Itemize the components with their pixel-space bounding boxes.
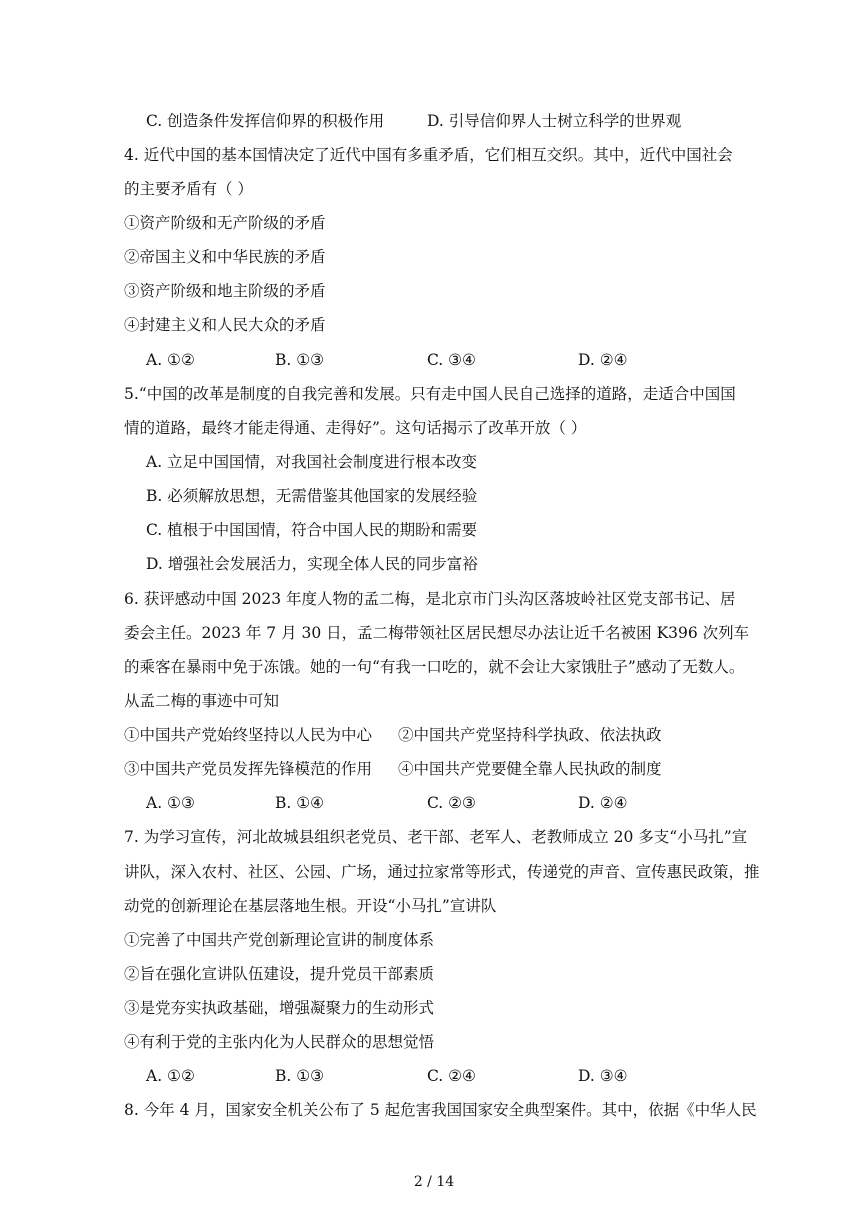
q7-choice-d: D. ③④ (578, 1067, 628, 1085)
q7-stem-line2: 讲队，深入农村、社区、公园、广场，通过拉家常等形式，传递党的声音、宣传惠民政策，推 (124, 863, 760, 881)
q6-choices (146, 793, 746, 813)
q4-stem-line1: 4. 近代中国的基本国情决定了近代中国有多重矛盾，它们相互交织。其中，近代中国社会 (124, 146, 733, 164)
q6-item-3: ③中国共产党员发挥先锋模范的作用 (124, 760, 373, 778)
q7-choice-a: A. ①② (146, 1067, 195, 1085)
q7-stem-line3: 动党的创新理论在基层落地生根。开设“小马扎”宣讲队 (124, 897, 497, 915)
q4-choices (146, 350, 746, 370)
q6-choice-c: C. ②③ (427, 794, 476, 812)
q5-choice-d: D. 增强社会发展活力，实现全体人民的同步富裕 (146, 555, 478, 573)
q6-choice-a: A. ①③ (146, 794, 195, 812)
q6-items-row2 (124, 759, 724, 779)
q6-choice-b: B. ①④ (275, 794, 325, 812)
q8-stem-line1: 8. 今年 4 月，国家安全机关公布了 5 起危害我国国家安全典型案件。其中，依据《中华人民 (124, 1101, 757, 1119)
q4-item-4: ④封建主义和人民大众的矛盾 (124, 316, 326, 334)
q6-stem-line3: 的乘客在暴雨中免于冻饿。她的一句“有我一口吃的，就不会让大家饿肚子”感动了无数人。 (124, 658, 745, 676)
q4-choice-a: A. ①② (146, 351, 195, 369)
q4-choice-c: C. ③④ (427, 351, 476, 369)
q3-options (146, 111, 746, 131)
page-number: 2 / 14 (413, 1174, 455, 1190)
q4-choice-b: B. ①③ (275, 351, 325, 369)
q7-choice-b: B. ①③ (275, 1067, 325, 1085)
q7-choices (146, 1066, 746, 1086)
q6-item-4: ④中国共产党要健全靠人民执政的制度 (398, 760, 662, 778)
q5-stem-line2: 情的道路，最终才能走得通、走得好”。这句话揭示了改革开放（ ） (124, 419, 587, 437)
q3-option-d: D. 引导信仰界人士树立科学的世界观 (427, 112, 682, 130)
q5-choice-a: A. 立足中国国情，对我国社会制度进行根本改变 (146, 453, 478, 471)
q4-choice-d: D. ②④ (578, 351, 628, 369)
q6-item-2: ②中国共产党坚持科学执政、依法执政 (398, 726, 662, 744)
q5-stem-line1: 5.“中国的改革是制度的自我完善和发展。只有走中国人民自己选择的道路，走适合中国国 (124, 385, 736, 403)
q7-item-1: ①完善了中国共产党创新理论宣讲的制度体系 (124, 931, 435, 949)
q6-stem-line1: 6. 获评感动中国 2023 年度人物的孟二梅，是北京市门头沟区落坡岭社区党支部书记、居 (124, 590, 736, 608)
q5-choice-b: B. 必须解放思想，无需借鉴其他国家的发展经验 (146, 487, 478, 505)
q7-choice-c: C. ②④ (427, 1067, 476, 1085)
q6-items-row1 (124, 725, 724, 745)
q7-stem-line1: 7. 为学习宣传，河北故城县组织老党员、老干部、老军人、老教师成立 20 多支“小马扎”宣 (124, 828, 748, 846)
q7-item-4: ④有利于党的主张内化为人民群众的思想觉悟 (124, 1033, 435, 1051)
q4-item-3: ③资产阶级和地主阶级的矛盾 (124, 282, 326, 300)
q6-stem-line2: 委会主任。2023 年 7 月 30 日，孟二梅带领社区居民想尽办法让近千名被困 K396 次列车 (124, 624, 750, 642)
q4-stem-line2: 的主要矛盾有（ ） (124, 180, 253, 198)
q4-item-2: ②帝国主义和中华民族的矛盾 (124, 248, 326, 266)
q6-choice-d: D. ②④ (578, 794, 628, 812)
q4-item-1: ①资产阶级和无产阶级的矛盾 (124, 214, 326, 232)
q6-stem-line4: 从孟二梅的事迹中可知 (124, 692, 280, 710)
q6-item-1: ①中国共产党始终坚持以人民为中心 (124, 726, 373, 744)
q5-choice-c: C. 植根于中国国情，符合中国人民的期盼和需要 (146, 521, 478, 539)
q3-option-c: C. 创造条件发挥信仰界的积极作用 (146, 112, 385, 130)
q7-item-2: ②旨在强化宣讲队伍建设，提升党员干部素质 (124, 965, 435, 983)
q7-item-3: ③是党夯实执政基础，增强凝聚力的生动形式 (124, 999, 435, 1017)
